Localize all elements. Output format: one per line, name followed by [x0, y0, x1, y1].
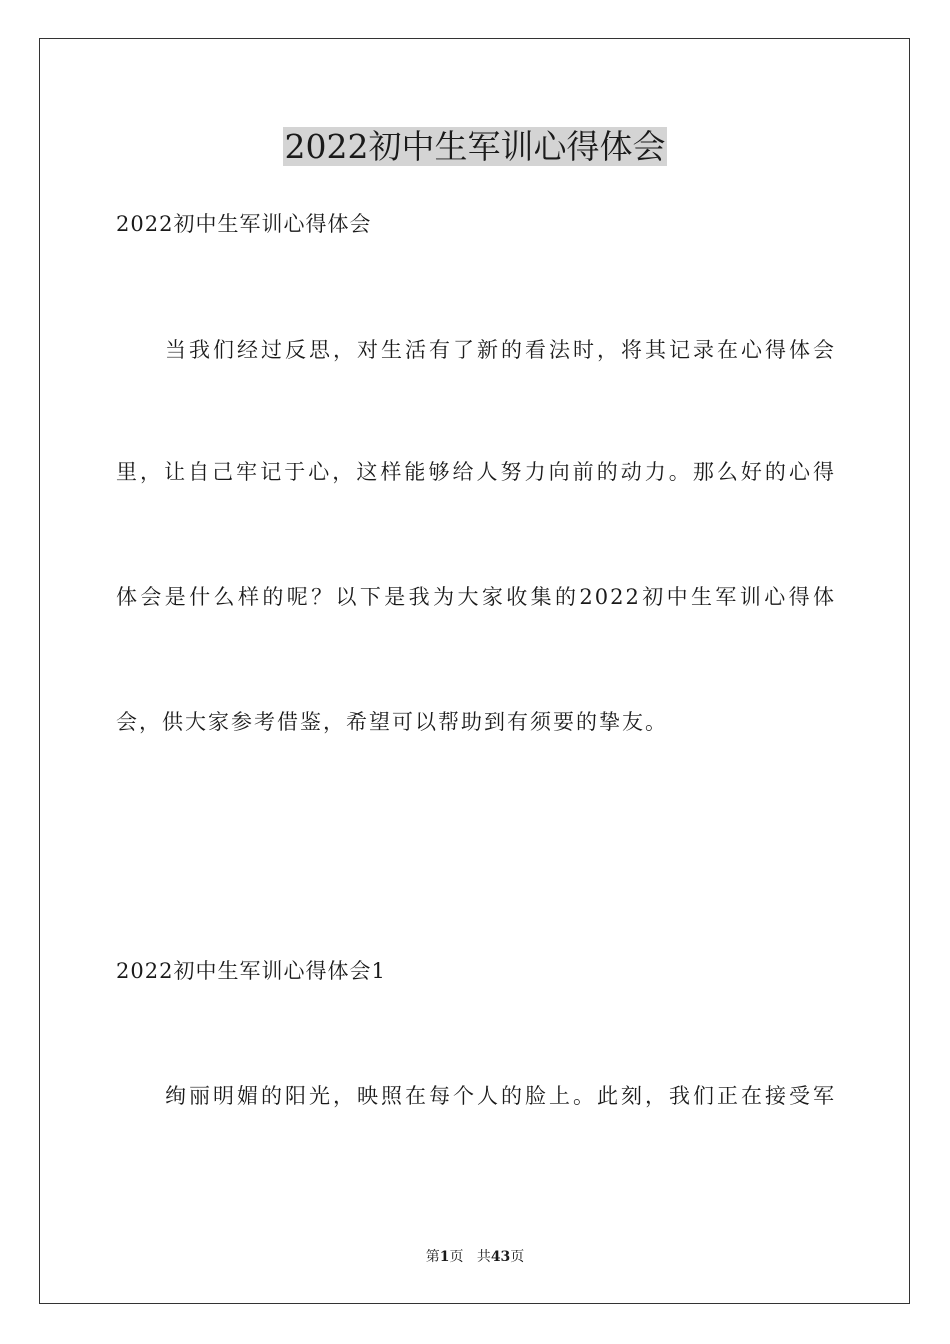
document-subtitle: 2022初中生军训心得体会: [116, 212, 372, 236]
footer-page-number: 1: [439, 1249, 450, 1265]
document-title: [0, 124, 950, 170]
page-footer: [0, 1247, 950, 1267]
footer-total-prefix: 共: [476, 1249, 491, 1265]
footer-page-prefix: 第: [425, 1249, 440, 1265]
intro-line-2: 里，让自己牢记于心，这样能够给人努力向前的动力。那么好的心得: [116, 460, 836, 484]
intro-line-3: 体会是什么样的呢？以下是我为大家收集的2022初中生军训心得体: [116, 585, 836, 609]
section-heading: 2022初中生军训心得体会1: [116, 959, 386, 983]
intro-line-4: 会，供大家参考借鉴，希望可以帮助到有须要的挚友。: [116, 710, 668, 734]
intro-line-1: 当我们经过反思，对生活有了新的看法时，将其记录在心得体会: [165, 338, 836, 362]
footer-total-suffix: 页: [510, 1249, 525, 1265]
document-title-text: 2022初中生军训心得体会: [284, 127, 666, 166]
footer-page-suffix: 页: [449, 1249, 464, 1265]
footer-total-pages: 43: [490, 1249, 511, 1265]
section-line-1: 绚丽明媚的阳光，映照在每个人的脸上。此刻，我们正在接受军: [165, 1084, 836, 1108]
